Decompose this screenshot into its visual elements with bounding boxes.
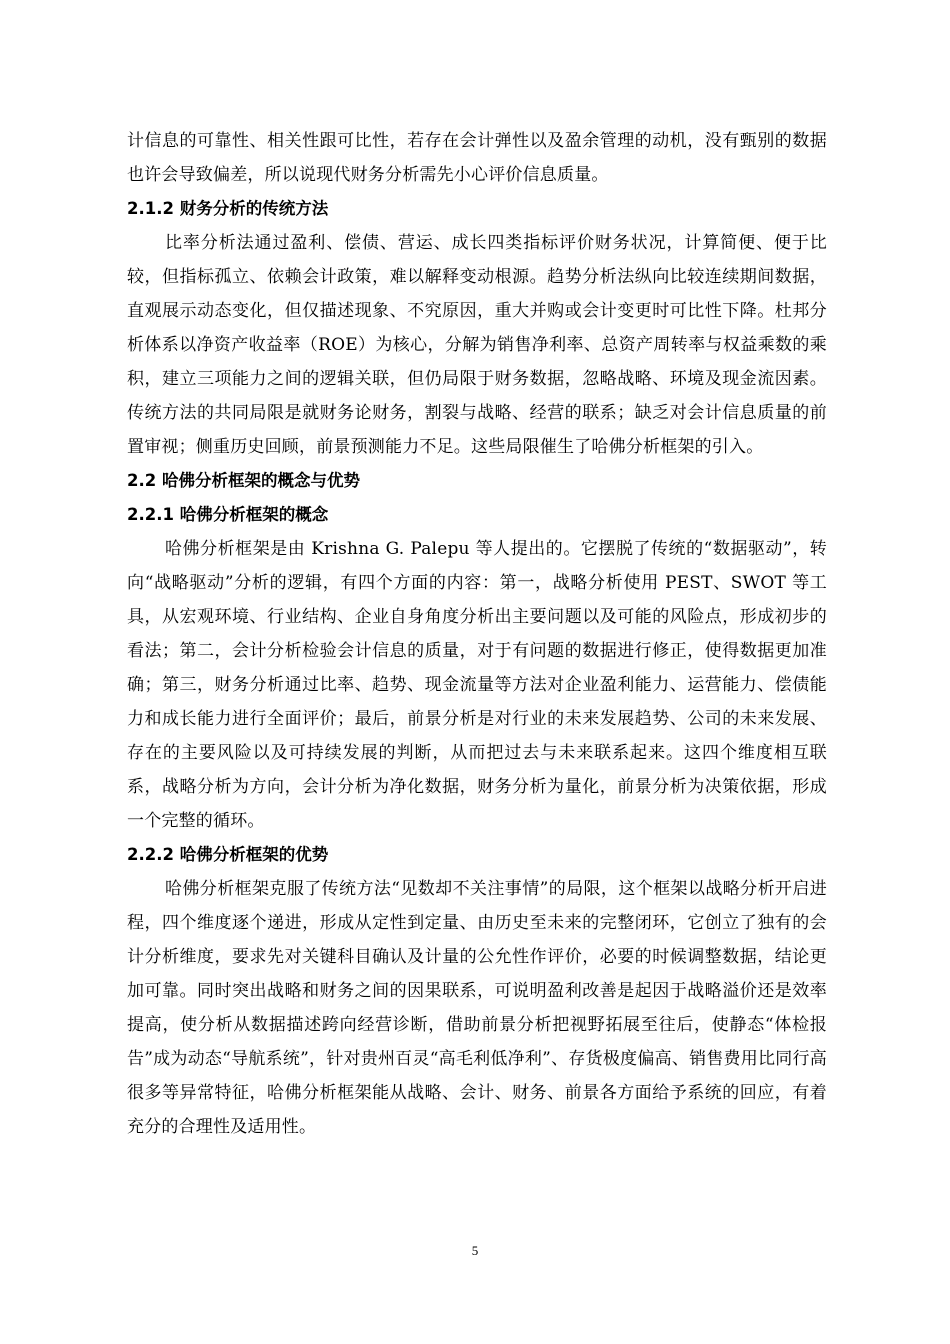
page-number: 5	[471, 1243, 479, 1258]
heading-2-2-1: 2.2.1 哈佛分析框架的概念	[127, 505, 329, 524]
heading-2-2: 2.2 哈佛分析框架的概念与优势	[127, 471, 360, 490]
paragraph-traditional-methods: 比率分析法通过盈利、偿债、营运、成长四类指标评价财务状况，计算简便、便于比较，但指标孤立、依赖会计政策，难以解释变动根源。趋势分析法纵向比较连续期间数据，直观展示动态变化，但仅描述现象、不究原因，重大并购或会计变更时可比性下降。杜邦分析体系以净资产收益率（ROE）为核心，分解为销售净利率、总资产周转率与权益乘数的乘积，建立三项能力之间的逻辑关联，但仍局限于财务数据，忽略战略、环境及现金流因素。传统方法的共同局限是就财务论财务，割裂与战略、经营的联系；缺乏对会计信息质量的前置审视；侧重历史回顾，前景预测能力不足。这些局限催生了哈佛分析框架的引入。	[127, 233, 827, 457]
continuation-paragraph: 计信息的可靠性、相关性跟可比性，若存在会计弹性以及盈余管理的动机，没有甄别的数据也许会导致偏差，所以说现代财务分析需先小心评价信息质量。	[127, 131, 827, 185]
paragraph-harvard-concept: 哈佛分析框架是由 Krishna G. Palepu 等人提出的。它摆脱了传统的“数据驱动”，转向“战略驱动”分析的逻辑，有四个方面的内容：第一，战略分析使用 PEST、SWOT 等工具，从宏观环境、行业结构、企业自身角度分析出主要问题以及可能的风险点，形成初步的看法；第二，会计分析检验会计信息的质量，对于有问题的数据进行修正，使得数据更加准确；第三，财务分析通过比率、趋势、现金流量等方法对企业盈利能力、运营能力、偿债能力和成长能力进行全面评价；最后，前景分析是对行业的未来发展趋势、公司的未来发展、存在的主要风险以及可持续发展的判断，从而把过去与未来联系起来。这四个维度相互联系，战略分析为方向，会计分析为净化数据，财务分析为量化，前景分析为决策依据，形成一个完整的循环。	[127, 539, 827, 831]
page-content	[127, 124, 827, 1144]
heading-2-2-2: 2.2.2 哈佛分析框架的优势	[127, 845, 329, 864]
heading-2-1-2: 2.1.2 财务分析的传统方法	[127, 199, 329, 218]
paragraph-harvard-advantages: 哈佛分析框架克服了传统方法“见数却不关注事情”的局限，这个框架以战略分析开启进程，四个维度逐个递进，形成从定性到定量、由历史至未来的完整闭环，它创立了独有的会计分析维度，要求先对关键科目确认及计量的公允性作评价，必要的时候调整数据，结论更加可靠。同时突出战略和财务之间的因果联系，可说明盈利改善是起因于战略溢价还是效率提高，使分析从数据描述跨向经营诊断，借助前景分析把视野拓展至往后，使静态“体检报告”成为动态“导航系统”，针对贵州百灵“高毛利低净利”、存货极度偏高、销售费用比同行高很多等异常特征，哈佛分析框架能从战略、会计、财务、前景各方面给予系统的回应，有着充分的合理性及适用性。	[127, 879, 827, 1137]
